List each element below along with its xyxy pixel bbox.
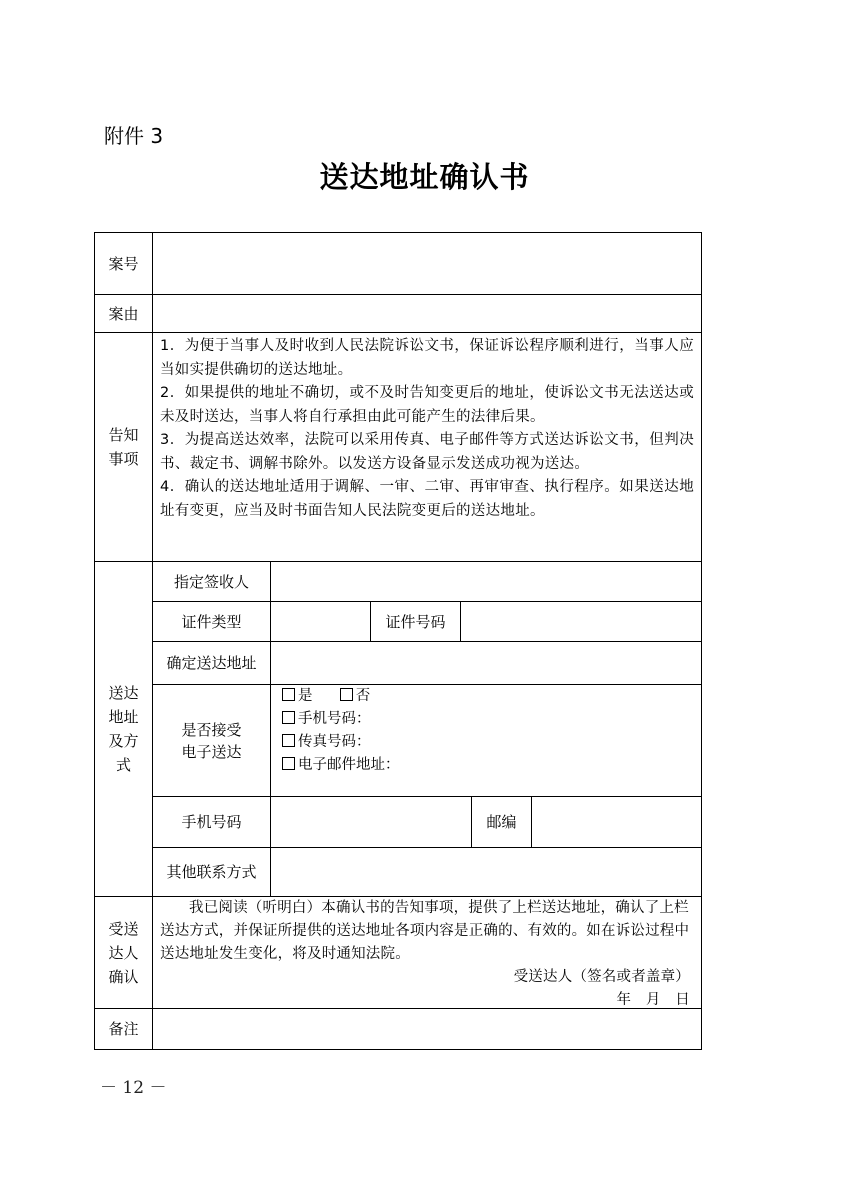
id-number-field[interactable] (461, 602, 701, 641)
yes-checkbox[interactable] (282, 688, 295, 701)
confirmed-address-label: 确定送达地址 (166, 654, 257, 672)
notice-label: 告知 事项 (108, 426, 139, 468)
mobile-field[interactable] (271, 797, 471, 847)
no-checkbox[interactable] (340, 688, 353, 701)
notice-item-2: 2．如果提供的地址不确切，或不及时告知变更后的地址，使诉讼文书无法送达或未及时送达，当事人将自行承担由此可能产生的法律后果。 (160, 385, 694, 425)
confirmation-text: 我已阅读（听明白）本确认书的告知事项，提供了上栏送达地址，确认了上栏送达方式，并保证所提供的送达地址各项内容是正确的、有效的。如在诉讼过程中送达地址发生变化，将及时通知法院。 (160, 900, 690, 962)
electronic-fax-label: 传真号码： (298, 734, 371, 750)
yes-label: 是 (298, 688, 313, 704)
postcode-field[interactable] (532, 797, 701, 847)
confirmed-address-field[interactable] (271, 642, 701, 684)
mobile-checkbox[interactable] (282, 711, 295, 724)
confirmation-block (160, 897, 694, 1012)
id-number-label: 证件号码 (385, 612, 446, 631)
notice-item-4: 4．确认的送达地址适用于调解、一审、二审、再审审查、执行程序。如果送达地址有变更，应当及时书面告知人民法院变更后的送达地址。 (160, 479, 694, 519)
notice-item-1: 1．为便于当事人及时收到人民法院诉讼文书，保证诉讼程序顺利进行，当事人应当如实提供确切的送达地址。 (160, 338, 694, 378)
case-cause-label: 案由 (108, 304, 139, 323)
id-type-field[interactable] (271, 602, 370, 641)
address-section-label: 送达 地址 及方 式 (108, 684, 139, 774)
fax-checkbox[interactable] (282, 734, 295, 747)
id-type-label: 证件类型 (181, 612, 242, 631)
electronic-mobile-option (282, 709, 371, 729)
designated-recipient-label: 指定签收人 (173, 572, 249, 591)
email-checkbox[interactable] (282, 757, 295, 770)
postcode-label: 邮编 (486, 813, 517, 831)
recipient-confirm-label: 受送 达人 确认 (108, 919, 139, 986)
remarks-field[interactable] (153, 1009, 701, 1049)
attachment-label: 附件 3 (104, 124, 164, 148)
date-line: 年 月 日 (616, 992, 690, 1008)
electronic-yes-no (282, 686, 370, 706)
electronic-fax-option (282, 732, 371, 752)
notice-item-3: 3．为提高送达效率，法院可以采用传真、电子邮件等方式送达诉讼文书，但判决书、裁定书、调解书除外。以发送方设备显示发送成功视为送达。 (160, 432, 694, 472)
no-label: 否 (355, 688, 371, 704)
electronic-email-option (282, 755, 400, 775)
remarks-label: 备注 (108, 1020, 139, 1038)
signature-line: 受送达人（签名或者盖章） (513, 969, 690, 985)
mobile-label: 手机号码 (181, 813, 242, 831)
electronic-mobile-label: 手机号码： (298, 711, 371, 727)
other-contact-label: 其他联系方式 (166, 863, 257, 881)
page-title: 送达地址确认书 (319, 160, 530, 194)
notice-text (160, 335, 694, 523)
electronic-email-label: 电子邮件地址： (298, 757, 400, 773)
page-number: － 12 － (100, 1078, 167, 1098)
accept-electronic-label: 是否接受 电子送达 (181, 720, 242, 761)
case-number-label: 案号 (108, 254, 139, 273)
designated-recipient-field[interactable] (271, 562, 701, 601)
case-number-field[interactable] (153, 233, 701, 294)
other-contact-field[interactable] (271, 848, 701, 896)
case-cause-field[interactable] (153, 295, 701, 332)
